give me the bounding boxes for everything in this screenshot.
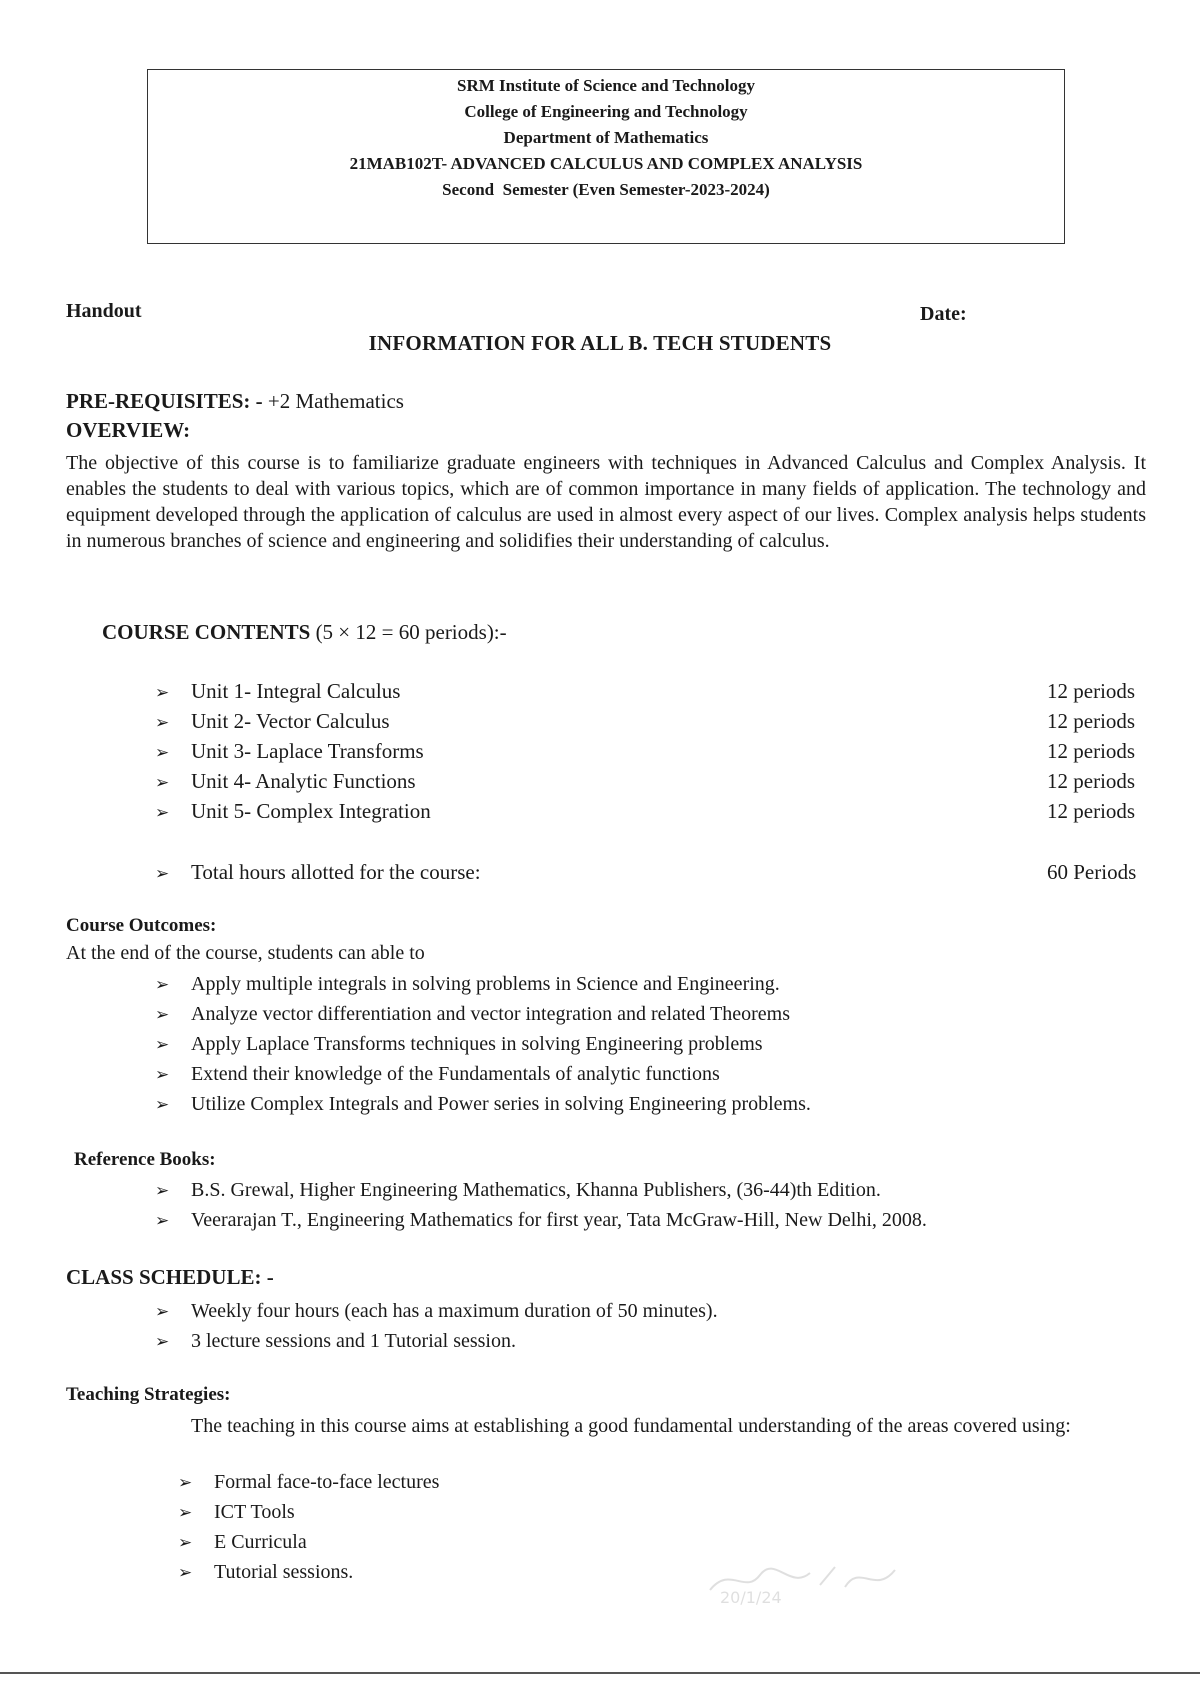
bullet-arrow-icon: ➢ xyxy=(155,773,170,793)
outcome-text: Apply Laplace Transforms techniques in solving Engineering problems xyxy=(191,1033,763,1055)
units-list xyxy=(155,676,1155,826)
bullet-arrow-icon: ➢ xyxy=(155,864,170,884)
list-item xyxy=(155,1060,811,1090)
list-item xyxy=(155,1327,718,1357)
class-schedule-list xyxy=(155,1297,718,1357)
teaching-strategies-text: The teaching in this course aims at establishing a good fundamental understanding of the areas covered using: xyxy=(191,1415,1071,1437)
reference-books-label: Reference Books: xyxy=(74,1149,216,1170)
outcome-text: Extend their knowledge of the Fundamentals of analytic functions xyxy=(191,1063,720,1085)
strategy-text: Tutorial sessions. xyxy=(214,1561,354,1583)
list-item xyxy=(155,1176,927,1206)
reference-books-list xyxy=(155,1176,927,1236)
unit-item xyxy=(155,796,1155,826)
list-item xyxy=(155,1206,927,1236)
college-name: College of Engineering and Technology xyxy=(464,102,748,121)
list-item xyxy=(178,1468,439,1498)
bullet-arrow-icon: ➢ xyxy=(178,1563,193,1583)
unit-periods: 12 periods xyxy=(1047,709,1136,733)
reference-text: B.S. Grewal, Higher Engineering Mathematics, Khanna Publishers, (36-44)th Edition. xyxy=(191,1179,881,1201)
unit-item xyxy=(155,766,1155,796)
unit-name: Unit 4- Analytic Functions xyxy=(191,769,416,793)
total-hours-row xyxy=(155,857,1155,889)
overview-label: OVERVIEW: xyxy=(66,418,191,442)
strategy-text: ICT Tools xyxy=(214,1501,295,1523)
list-item xyxy=(155,1297,718,1327)
total-hours-value: 60 Periods xyxy=(1047,860,1137,884)
bullet-arrow-icon: ➢ xyxy=(155,1332,170,1352)
unit-item xyxy=(155,676,1155,706)
strategy-text: Formal face-to-face lectures xyxy=(214,1471,440,1493)
bullet-arrow-icon: ➢ xyxy=(155,1211,170,1231)
signature-date: 20/1/24 xyxy=(720,1588,782,1605)
unit-name: Unit 1- Integral Calculus xyxy=(191,679,401,703)
unit-name: Unit 2- Vector Calculus xyxy=(191,709,390,733)
bullet-arrow-icon: ➢ xyxy=(155,743,170,763)
total-hours-label: Total hours allotted for the course: xyxy=(191,860,481,884)
bullet-arrow-icon: ➢ xyxy=(155,975,170,995)
prerequisites xyxy=(66,389,404,414)
bullet-arrow-icon: ➢ xyxy=(155,1035,170,1055)
unit-periods: 12 periods xyxy=(1047,799,1136,823)
prerequisites-label: PRE-REQUISITES: - xyxy=(66,389,263,413)
unit-name: Unit 5- Complex Integration xyxy=(191,799,431,823)
outcome-text: Analyze vector differentiation and vector integration and related Theorems xyxy=(191,1003,791,1025)
course-title: 21MAB102T- ADVANCED CALCULUS AND COMPLEX ANALYSIS xyxy=(349,154,863,173)
course-contents-heading xyxy=(102,620,507,645)
outcome-text: Utilize Complex Integrals and Power series in solving Engineering problems. xyxy=(191,1093,811,1115)
unit-name: Unit 3- Laplace Transforms xyxy=(191,739,424,763)
bottom-divider xyxy=(0,1672,1200,1674)
list-item xyxy=(155,1030,811,1060)
faint-signature xyxy=(700,1555,930,1605)
unit-item xyxy=(155,706,1155,736)
list-item xyxy=(155,1090,811,1120)
bullet-arrow-icon: ➢ xyxy=(178,1533,193,1553)
course-outcomes-label: Course Outcomes: xyxy=(66,915,217,936)
list-item xyxy=(178,1498,439,1528)
course-outcomes-list xyxy=(155,970,811,1120)
list-item xyxy=(155,1000,811,1030)
department-name: Department of Mathematics xyxy=(503,128,709,147)
overview-text: The objective of this course is to familiarize graduate engineers with techniques in Advanced Calculus and Complex Analysis. It enables the students to deal with various topics, which are of common importance in many fields of application. The technology and equipment developed through the application of calculus are used in almost every aspect of our lives. Complex analysis helps students in numerous branches of science and engineering and solidifies their understanding of calculus. xyxy=(66,452,1146,552)
bullet-arrow-icon: ➢ xyxy=(155,803,170,823)
class-schedule-label: CLASS SCHEDULE: - xyxy=(66,1265,274,1289)
handout-label: Handout xyxy=(66,300,142,322)
outcome-text: Apply multiple integrals in solving problems in Science and Engineering. xyxy=(191,973,780,995)
course-outcomes-intro: At the end of the course, students can able to xyxy=(66,942,425,964)
list-item xyxy=(178,1528,439,1558)
institute-name: SRM Institute of Science and Technology xyxy=(457,76,755,95)
teaching-strategies-list xyxy=(178,1468,439,1588)
unit-periods: 12 periods xyxy=(1047,679,1136,703)
header-box xyxy=(147,69,1065,244)
reference-text: Veerarajan T., Engineering Mathematics for first year, Tata McGraw-Hill, New Delhi, 2008. xyxy=(191,1209,927,1231)
strategy-text: E Curricula xyxy=(214,1531,307,1553)
unit-periods: 12 periods xyxy=(1047,769,1136,793)
bullet-arrow-icon: ➢ xyxy=(155,1005,170,1025)
bullet-arrow-icon: ➢ xyxy=(178,1503,193,1523)
prerequisites-value: +2 Mathematics xyxy=(262,389,404,413)
bullet-arrow-icon: ➢ xyxy=(155,1065,170,1085)
unit-periods: 12 periods xyxy=(1047,739,1136,763)
bullet-arrow-icon: ➢ xyxy=(155,1095,170,1115)
semester-info: Second Semester (Even Semester-2023-2024) xyxy=(442,180,770,199)
course-contents-periods-note: (5 × 12 = 60 periods):- xyxy=(310,620,507,644)
bullet-arrow-icon: ➢ xyxy=(155,1302,170,1322)
schedule-text: 3 lecture sessions and 1 Tutorial session. xyxy=(191,1330,516,1352)
unit-item xyxy=(155,736,1155,766)
info-title: INFORMATION FOR ALL B. TECH STUDENTS xyxy=(368,331,832,355)
list-item xyxy=(178,1558,439,1588)
bullet-arrow-icon: ➢ xyxy=(178,1473,193,1493)
bullet-arrow-icon: ➢ xyxy=(155,713,170,733)
list-item xyxy=(155,970,811,1000)
course-contents-label: COURSE CONTENTS xyxy=(102,620,311,644)
bullet-arrow-icon: ➢ xyxy=(155,683,170,703)
bullet-arrow-icon: ➢ xyxy=(155,1181,170,1201)
teaching-strategies-label: Teaching Strategies: xyxy=(66,1384,231,1405)
schedule-text: Weekly four hours (each has a maximum duration of 50 minutes). xyxy=(191,1300,718,1322)
date-label: Date: xyxy=(920,303,967,325)
